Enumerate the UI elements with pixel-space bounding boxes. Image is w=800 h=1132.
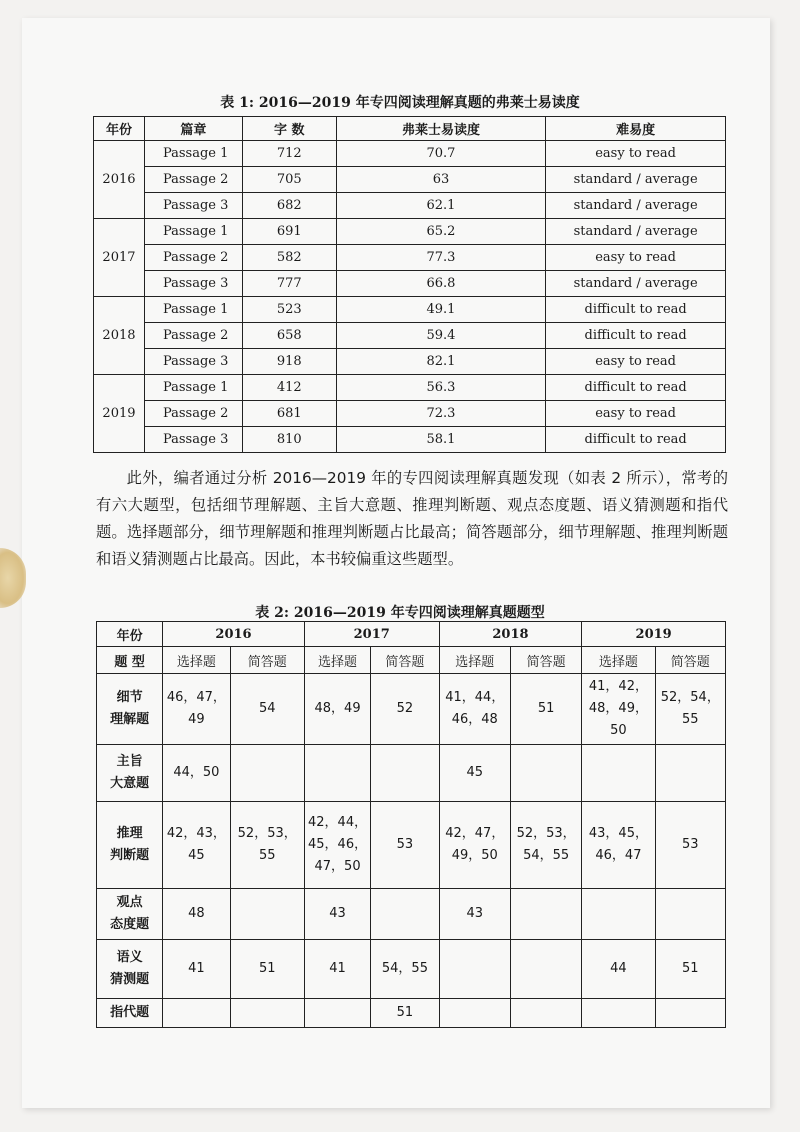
passage-cell: Passage 2 (144, 245, 242, 271)
question-type-label: 推理 判断题 (97, 802, 163, 889)
sub-mc: 选择题 (439, 647, 510, 674)
level-cell: standard / average (546, 219, 726, 245)
passage-cell: Passage 2 (144, 401, 242, 427)
score-cell: 70.7 (336, 141, 546, 167)
table2-year-label: 年份 (97, 622, 163, 647)
table2-year-row (97, 622, 726, 647)
table-row (94, 141, 726, 167)
question-numbers-cell (510, 999, 581, 1028)
question-numbers-cell (371, 889, 439, 940)
level-cell: difficult to read (546, 297, 726, 323)
header-words: 字 数 (242, 117, 336, 141)
question-numbers-cell (510, 745, 581, 802)
words-cell: 412 (242, 375, 336, 401)
sub-sa: 简答题 (655, 647, 725, 674)
question-numbers-cell: 51 (655, 940, 725, 999)
passage-cell: Passage 3 (144, 427, 242, 453)
year-2018: 2018 (439, 622, 582, 647)
year-cell: 2017 (94, 219, 145, 297)
sub-mc: 选择题 (163, 647, 230, 674)
words-cell: 712 (242, 141, 336, 167)
header-difficulty: 难易度 (546, 117, 726, 141)
question-numbers-cell: 52 (371, 674, 439, 745)
question-numbers-cell (230, 745, 304, 802)
header-passage: 篇章 (144, 117, 242, 141)
passage-cell: Passage 2 (144, 323, 242, 349)
question-type-label: 主旨 大意题 (97, 745, 163, 802)
question-type-table (96, 621, 726, 1028)
question-numbers-cell (655, 889, 725, 940)
question-numbers-cell: 54，55 (371, 940, 439, 999)
table-row (94, 427, 726, 453)
question-numbers-cell: 43，45， 46，47 (582, 802, 655, 889)
level-cell: easy to read (546, 401, 726, 427)
flesch-table (93, 116, 726, 453)
table-row (97, 940, 726, 999)
table-row (94, 271, 726, 297)
score-cell: 63 (336, 167, 546, 193)
words-cell: 582 (242, 245, 336, 271)
table-row (97, 999, 726, 1028)
question-numbers-cell (582, 889, 655, 940)
question-numbers-cell: 44，50 (163, 745, 230, 802)
question-numbers-cell (371, 745, 439, 802)
question-numbers-cell: 52，53， 55 (230, 802, 304, 889)
year-cell: 2018 (94, 297, 145, 375)
question-numbers-cell (439, 999, 510, 1028)
passage-cell: Passage 1 (144, 375, 242, 401)
level-cell: difficult to read (546, 323, 726, 349)
question-numbers-cell: 44 (582, 940, 655, 999)
table1-caption: 表 1: 2016—2019 年专四阅读理解真题的弗莱士易读度 (220, 95, 580, 111)
table-row (94, 401, 726, 427)
score-cell: 72.3 (336, 401, 546, 427)
question-numbers-cell: 43 (304, 889, 370, 940)
words-cell: 658 (242, 323, 336, 349)
question-numbers-cell: 41 (304, 940, 370, 999)
table-row (97, 674, 726, 745)
question-type-label: 指代题 (97, 999, 163, 1028)
question-numbers-cell (230, 999, 304, 1028)
words-cell: 705 (242, 167, 336, 193)
question-numbers-cell: 48，49 (304, 674, 370, 745)
sub-mc: 选择题 (582, 647, 655, 674)
question-numbers-cell: 41，44， 46，48 (439, 674, 510, 745)
sub-sa: 简答题 (510, 647, 581, 674)
question-numbers-cell (582, 999, 655, 1028)
question-numbers-cell: 42，43， 45 (163, 802, 230, 889)
table-row (94, 193, 726, 219)
question-numbers-cell: 53 (371, 802, 439, 889)
question-numbers-cell (655, 999, 725, 1028)
table-row (94, 245, 726, 271)
score-cell: 77.3 (336, 245, 546, 271)
question-numbers-cell: 51 (510, 674, 581, 745)
question-numbers-cell (510, 889, 581, 940)
year-2017: 2017 (304, 622, 439, 647)
level-cell: difficult to read (546, 427, 726, 453)
sub-sa: 简答题 (371, 647, 439, 674)
question-numbers-cell: 54 (230, 674, 304, 745)
question-numbers-cell: 43 (439, 889, 510, 940)
table-row (94, 167, 726, 193)
table2-subheader-row (97, 647, 726, 674)
question-numbers-cell: 42，47， 49，50 (439, 802, 510, 889)
question-numbers-cell: 42，44， 45，46， 47，50 (304, 802, 370, 889)
table-row (97, 745, 726, 802)
question-numbers-cell: 51 (371, 999, 439, 1028)
passage-cell: Passage 3 (144, 271, 242, 297)
passage-cell: Passage 1 (144, 297, 242, 323)
table1-header-row (94, 117, 726, 141)
level-cell: difficult to read (546, 375, 726, 401)
passage-cell: Passage 3 (144, 193, 242, 219)
words-cell: 523 (242, 297, 336, 323)
level-cell: standard / average (546, 167, 726, 193)
level-cell: easy to read (546, 141, 726, 167)
table-row (94, 323, 726, 349)
score-cell: 82.1 (336, 349, 546, 375)
question-numbers-cell: 52，54， 55 (655, 674, 725, 745)
score-cell: 56.3 (336, 375, 546, 401)
header-flesch: 弗莱士易读度 (336, 117, 546, 141)
score-cell: 65.2 (336, 219, 546, 245)
year-2019: 2019 (582, 622, 726, 647)
question-numbers-cell (163, 999, 230, 1028)
level-cell: easy to read (546, 349, 726, 375)
words-cell: 777 (242, 271, 336, 297)
question-numbers-cell: 41，42， 48，49， 50 (582, 674, 655, 745)
question-numbers-cell: 41 (163, 940, 230, 999)
year-cell: 2016 (94, 141, 145, 219)
words-cell: 810 (242, 427, 336, 453)
question-type-label: 细节 理解题 (97, 674, 163, 745)
level-cell: easy to read (546, 245, 726, 271)
words-cell: 681 (242, 401, 336, 427)
passage-cell: Passage 1 (144, 141, 242, 167)
question-numbers-cell: 51 (230, 940, 304, 999)
table-row (94, 375, 726, 401)
question-numbers-cell (304, 745, 370, 802)
table2-type-label: 题 型 (97, 647, 163, 674)
question-numbers-cell (582, 745, 655, 802)
table-row (94, 219, 726, 245)
question-numbers-cell: 48 (163, 889, 230, 940)
question-numbers-cell (230, 889, 304, 940)
level-cell: standard / average (546, 193, 726, 219)
score-cell: 66.8 (336, 271, 546, 297)
sub-sa: 简答题 (230, 647, 304, 674)
year-2016: 2016 (163, 622, 305, 647)
question-numbers-cell (510, 940, 581, 999)
score-cell: 49.1 (336, 297, 546, 323)
score-cell: 62.1 (336, 193, 546, 219)
words-cell: 918 (242, 349, 336, 375)
level-cell: standard / average (546, 271, 726, 297)
question-numbers-cell: 46，47， 49 (163, 674, 230, 745)
table-row (94, 349, 726, 375)
header-year: 年份 (94, 117, 145, 141)
sub-mc: 选择题 (304, 647, 370, 674)
question-numbers-cell (439, 940, 510, 999)
year-cell: 2019 (94, 375, 145, 453)
body-paragraph: 此外，编者通过分析 2016—2019 年的专四阅读理解真题发现（如表 2 所示），常考的有六大题型，包括细节理解题、主旨大意题、推理判断题、观点态度题、语义猜测题和指代题。选择题部分，细节理解题和推理判断题占比最高；简答题部分，细节理解题、推理判断题和语义猜测题占比最高。因此，本书较偏重这些题型。 (96, 469, 728, 568)
question-numbers-cell: 45 (439, 745, 510, 802)
question-numbers-cell (304, 999, 370, 1028)
table1-body (94, 141, 726, 453)
passage-cell: Passage 1 (144, 219, 242, 245)
table2-body (97, 674, 726, 1028)
table-row (97, 802, 726, 889)
table-row (94, 297, 726, 323)
question-numbers-cell (655, 745, 725, 802)
passage-cell: Passage 2 (144, 167, 242, 193)
question-numbers-cell: 53 (655, 802, 725, 889)
question-type-label: 语义 猜测题 (97, 940, 163, 999)
question-numbers-cell: 52，53， 54，55 (510, 802, 581, 889)
score-cell: 58.1 (336, 427, 546, 453)
words-cell: 691 (242, 219, 336, 245)
score-cell: 59.4 (336, 323, 546, 349)
passage-cell: Passage 3 (144, 349, 242, 375)
table2-caption: 表 2: 2016—2019 年专四阅读理解真题题型 (255, 605, 545, 621)
words-cell: 682 (242, 193, 336, 219)
question-type-label: 观点 态度题 (97, 889, 163, 940)
table-row (97, 889, 726, 940)
